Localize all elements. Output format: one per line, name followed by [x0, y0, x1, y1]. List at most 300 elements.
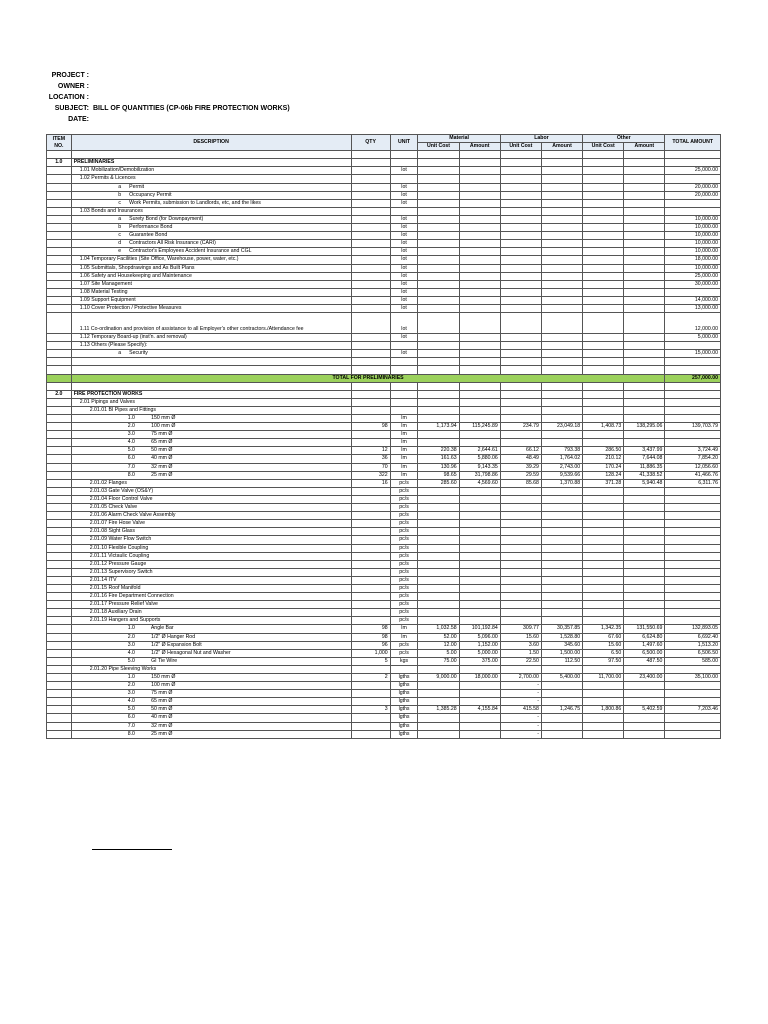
labor-unit-cost-cell: [500, 175, 541, 183]
other-unit-cost-cell: 210.12: [583, 455, 624, 463]
item-no-cell: [47, 313, 72, 334]
item-description: 25 mm Ø: [151, 730, 173, 737]
item-description: Safety and Housekeeping and Maintenance: [91, 272, 192, 279]
material-unit-cost-cell: 52.00: [418, 633, 459, 641]
unit-cell: lm: [390, 439, 418, 447]
table-row: [47, 552, 721, 560]
item-no-cell: [47, 601, 72, 609]
total-amount-cell: [665, 431, 721, 439]
labor-unit-cost-cell: [500, 342, 541, 350]
item-code: 1.10: [79, 304, 90, 311]
material-unit-cost-cell: [418, 406, 459, 414]
table-row: [47, 175, 721, 183]
unit-cell: pc/s: [390, 641, 418, 649]
other-amount-cell: [624, 593, 665, 601]
total-amount-cell: 30,000.00: [665, 280, 721, 288]
labor-amount-cell: 793.38: [541, 447, 582, 455]
qty-cell: [351, 334, 390, 342]
item-no-cell: [47, 730, 72, 738]
other-unit-cost-cell: [583, 495, 624, 503]
material-amount-cell: 375.00: [459, 657, 500, 665]
item-code: 2.01.06: [89, 512, 107, 519]
item-no-cell: [47, 504, 72, 512]
qty-cell: [351, 682, 390, 690]
item-code: 2.01.11: [89, 552, 107, 559]
item-description: 32 mm Ø: [151, 722, 173, 729]
description-cell: [71, 207, 351, 215]
material-unit-cost-cell: [418, 280, 459, 288]
other-unit-cost-cell: [583, 406, 624, 414]
description-cell: [71, 272, 351, 280]
other-amount-cell: [624, 714, 665, 722]
item-code: 2.0: [127, 682, 135, 689]
item-no-cell: [47, 296, 72, 304]
other-amount-cell: [624, 215, 665, 223]
item-code: 2.01.18: [89, 609, 107, 616]
table-row: [47, 649, 721, 657]
other-unit-cost-cell: [583, 175, 624, 183]
other-unit-cost-cell: [583, 288, 624, 296]
qty-cell: [351, 504, 390, 512]
empty-cell: [500, 151, 541, 159]
unit-cell: pc/s: [390, 649, 418, 657]
qty-cell: [351, 167, 390, 175]
table-row: [47, 463, 721, 471]
material-amount-cell: 31,798.86: [459, 471, 500, 479]
labor-unit-cost-cell: [500, 406, 541, 414]
item-description: Flexible Coupling: [108, 544, 149, 551]
labor-amount-cell: [541, 304, 582, 312]
total-amount-cell: [665, 207, 721, 215]
labor-amount-cell: [541, 698, 582, 706]
material-amount-cell: [459, 280, 500, 288]
underline-mark: [92, 849, 172, 850]
labor-unit-cost-cell: [500, 560, 541, 568]
labor-unit-cost-cell: 29.59: [500, 471, 541, 479]
material-unit-cost-cell: [418, 520, 459, 528]
unit-cell: lot: [390, 240, 418, 248]
item-no-cell: [47, 528, 72, 536]
labor-amount-cell: [541, 207, 582, 215]
total-label-cell: TOTAL FOR PRELIMINARIES: [71, 374, 665, 382]
item-code: 1.0: [127, 625, 135, 632]
qty-cell: [351, 280, 390, 288]
item-no-cell: [47, 191, 72, 199]
description-cell: [71, 232, 351, 240]
total-amount-cell: [665, 690, 721, 698]
item-no-cell: [47, 167, 72, 175]
labor-unit-cost-cell: [500, 495, 541, 503]
blank-row: [47, 151, 721, 159]
item-code: 1.04: [79, 256, 90, 263]
labor-unit-cost-cell: 85.68: [500, 479, 541, 487]
material-amount-cell: 4,569.60: [459, 479, 500, 487]
labor-amount-cell: [541, 552, 582, 560]
header-qty: QTY: [351, 135, 390, 151]
item-no-cell: [47, 625, 72, 633]
empty-cell: [459, 151, 500, 159]
item-no-cell: [47, 487, 72, 495]
qty-cell: [351, 520, 390, 528]
material-unit-cost-cell: [418, 487, 459, 495]
qty-cell: [351, 528, 390, 536]
labor-unit-cost-cell: 1.50: [500, 649, 541, 657]
material-unit-cost-cell: [418, 224, 459, 232]
item-description: Co-ordination and provision of assistance to all Employer's other contractors./Attendance fee: [90, 325, 304, 332]
other-unit-cost-cell: [583, 722, 624, 730]
labor-amount-cell: [541, 313, 582, 334]
item-description: Temporary Facilities (Site Office, Warehouse, power, water, etc.): [91, 256, 239, 263]
empty-cell: [500, 382, 541, 390]
total-amount-cell: [665, 406, 721, 414]
material-amount-cell: [459, 215, 500, 223]
other-amount-cell: [624, 207, 665, 215]
material-amount-cell: [459, 593, 500, 601]
description-cell: [71, 617, 351, 625]
other-unit-cost-cell: [583, 256, 624, 264]
item-description: Auxiliary Drain: [108, 609, 142, 616]
qty-cell: [351, 698, 390, 706]
table-row: [47, 207, 721, 215]
description-cell: [71, 406, 351, 414]
item-description: 150 mm Ø: [151, 674, 176, 680]
unit-cell: lgths: [390, 682, 418, 690]
other-unit-cost-cell: [583, 313, 624, 334]
item-code: c: [118, 232, 121, 239]
total-amount-cell: [665, 568, 721, 576]
material-amount-cell: [459, 698, 500, 706]
item-code: 6.0: [127, 455, 135, 462]
labor-unit-cost-cell: [500, 504, 541, 512]
empty-cell: [459, 366, 500, 374]
item-code: 2.01.12: [89, 560, 107, 567]
labor-amount-cell: 23,049.18: [541, 423, 582, 431]
other-unit-cost-cell: [583, 690, 624, 698]
labor-unit-cost-cell: [500, 280, 541, 288]
item-description: 65 mm Ø: [151, 439, 173, 446]
item-no-cell: [47, 447, 72, 455]
labor-unit-cost-cell: 415.58: [500, 706, 541, 714]
other-amount-cell: [624, 280, 665, 288]
item-code: 5.0: [127, 447, 135, 454]
description-cell: [71, 706, 351, 714]
item-no-cell: [47, 207, 72, 215]
labor-amount-cell: [541, 272, 582, 280]
other-amount-cell: 7,644.08: [624, 455, 665, 463]
total-amount-cell: 3,724.49: [665, 447, 721, 455]
item-description: Surety Bond (for Downpayment): [129, 215, 204, 222]
labor-amount-cell: [541, 191, 582, 199]
empty-cell: [351, 358, 390, 366]
empty-cell: [665, 358, 721, 366]
section-row: [47, 390, 721, 398]
other-amount-cell: [624, 415, 665, 423]
total-amount-cell: 10,000.00: [665, 224, 721, 232]
labor-unit-cost-cell: -: [500, 690, 541, 698]
material-amount-cell: [459, 224, 500, 232]
material-amount-cell: [459, 199, 500, 207]
unit-cell: lm: [390, 431, 418, 439]
item-no-cell: [47, 584, 72, 592]
material-unit-cost-cell: 5.00: [418, 649, 459, 657]
other-unit-cost-cell: [583, 248, 624, 256]
table-row: [47, 215, 721, 223]
other-unit-cost-cell: [583, 601, 624, 609]
item-code: 4.0: [127, 439, 135, 446]
empty-cell: [418, 358, 459, 366]
material-unit-cost-cell: [418, 342, 459, 350]
empty-cell: [71, 382, 351, 390]
item-no-cell: [47, 175, 72, 183]
item-code: b: [118, 191, 122, 198]
table-row: [47, 232, 721, 240]
other-unit-cost-cell: [583, 264, 624, 272]
labor-amount-cell: [541, 232, 582, 240]
item-description: Bonds and Insurances: [91, 207, 143, 214]
total-amount-cell: 7,854.20: [665, 455, 721, 463]
material-amount-cell: [459, 264, 500, 272]
empty-cell: [624, 159, 665, 167]
item-no-cell: [47, 722, 72, 730]
material-unit-cost-cell: [418, 272, 459, 280]
material-unit-cost-cell: [418, 439, 459, 447]
item-description: 1/2" Ø Hexagonal Nut and Washer: [151, 649, 231, 656]
item-code: 1.08: [79, 288, 90, 295]
unit-cell: lgths: [390, 730, 418, 738]
other-unit-cost-cell: [583, 617, 624, 625]
labor-unit-cost-cell: [500, 520, 541, 528]
material-amount-cell: [459, 207, 500, 215]
labor-amount-cell: [541, 617, 582, 625]
material-unit-cost-cell: 1,173.94: [418, 423, 459, 431]
labor-amount-cell: [541, 280, 582, 288]
material-unit-cost-cell: 98.65: [418, 471, 459, 479]
other-unit-cost-cell: 97.50: [583, 657, 624, 665]
unit-cell: lgths: [390, 698, 418, 706]
material-amount-cell: 5,000.00: [459, 649, 500, 657]
material-unit-cost-cell: 1,032.58: [418, 625, 459, 633]
item-no-cell: [47, 706, 72, 714]
item-code: 1.01: [79, 167, 90, 174]
labor-amount-cell: 1,500.00: [541, 649, 582, 657]
item-code: 2.01.13: [89, 568, 107, 575]
item-no-cell: [47, 471, 72, 479]
other-unit-cost-cell: [583, 544, 624, 552]
material-amount-cell: [459, 240, 500, 248]
labor-unit-cost-cell: [500, 593, 541, 601]
qty-cell: 98: [351, 423, 390, 431]
item-no-cell: [47, 641, 72, 649]
material-unit-cost-cell: [418, 682, 459, 690]
other-amount-cell: [624, 520, 665, 528]
description-cell: [71, 682, 351, 690]
description-cell: [71, 633, 351, 641]
header-material-amount: Amount: [459, 143, 500, 151]
other-amount-cell: 138,295.06: [624, 423, 665, 431]
qty-cell: [351, 690, 390, 698]
item-description: Others (Please Specify):: [91, 342, 148, 349]
labor-unit-cost-cell: 39.29: [500, 463, 541, 471]
unit-cell: lm: [390, 415, 418, 423]
unit-cell: pc/s: [390, 617, 418, 625]
item-no-cell: [47, 256, 72, 264]
other-unit-cost-cell: 15.60: [583, 641, 624, 649]
total-amount-cell: [665, 665, 721, 673]
qty-cell: [351, 191, 390, 199]
material-unit-cost-cell: [418, 584, 459, 592]
item-description: Support Equipment: [91, 296, 136, 303]
table-row: [47, 487, 721, 495]
empty-cell: [665, 390, 721, 398]
table-row: [47, 706, 721, 714]
item-no-cell: [47, 568, 72, 576]
labor-unit-cost-cell: 48.49: [500, 455, 541, 463]
empty-cell: [665, 366, 721, 374]
item-no-cell: [47, 593, 72, 601]
item-code: b: [118, 224, 122, 231]
other-amount-cell: [624, 264, 665, 272]
description-cell: [71, 455, 351, 463]
labor-amount-cell: [541, 487, 582, 495]
unit-cell: lot: [390, 232, 418, 240]
qty-cell: [351, 199, 390, 207]
qty-cell: 36: [351, 455, 390, 463]
description-cell: [71, 722, 351, 730]
header-total-amount: TOTAL AMOUNT: [665, 135, 721, 151]
item-description: Floor Control Valve: [108, 495, 153, 502]
other-unit-cost-cell: [583, 304, 624, 312]
total-amount-cell: 18,000.00: [665, 256, 721, 264]
item-description: 40 mm Ø: [151, 455, 173, 462]
empty-cell: [47, 382, 72, 390]
other-amount-cell: [624, 609, 665, 617]
other-amount-cell: [624, 560, 665, 568]
unit-cell: lgths: [390, 674, 418, 682]
description-cell: [71, 593, 351, 601]
other-amount-cell: 131,550.69: [624, 625, 665, 633]
total-amount-cell: [665, 495, 721, 503]
other-amount-cell: 5,402.59: [624, 706, 665, 714]
labor-unit-cost-cell: [500, 528, 541, 536]
material-amount-cell: [459, 730, 500, 738]
qty-cell: [351, 560, 390, 568]
empty-cell: [665, 382, 721, 390]
item-description: 40 mm Ø: [151, 714, 173, 721]
labor-amount-cell: 112.50: [541, 657, 582, 665]
material-amount-cell: [459, 617, 500, 625]
material-amount-cell: [459, 609, 500, 617]
item-code: 2.01.07: [89, 520, 107, 527]
unit-cell: lot: [390, 296, 418, 304]
material-unit-cost-cell: [418, 690, 459, 698]
item-no-cell: [47, 609, 72, 617]
labor-unit-cost-cell: -: [500, 730, 541, 738]
description-cell: [71, 313, 351, 334]
item-description: 25 mm Ø: [151, 471, 173, 478]
table-body: [47, 151, 721, 739]
empty-cell: [583, 151, 624, 159]
labor-amount-cell: [541, 264, 582, 272]
total-amount-cell: [665, 552, 721, 560]
labor-amount-cell: [541, 406, 582, 414]
description-cell: [71, 544, 351, 552]
item-code: 2.01.08: [89, 528, 107, 535]
material-unit-cost-cell: [418, 191, 459, 199]
material-amount-cell: [459, 167, 500, 175]
empty-cell: [418, 382, 459, 390]
description-cell: [71, 431, 351, 439]
description-cell: [71, 471, 351, 479]
unit-cell: lot: [390, 264, 418, 272]
owner-label: OWNER :: [57, 83, 89, 90]
material-unit-cost-cell: [418, 199, 459, 207]
qty-cell: [351, 313, 390, 334]
empty-cell: [390, 159, 418, 167]
labor-unit-cost-cell: [500, 296, 541, 304]
other-unit-cost-cell: [583, 415, 624, 423]
material-amount-cell: 115,245.89: [459, 423, 500, 431]
table-row: [47, 528, 721, 536]
item-code: 8.0: [127, 471, 135, 478]
other-amount-cell: [624, 175, 665, 183]
qty-cell: [351, 240, 390, 248]
item-code: 1.0: [127, 674, 135, 680]
table-row: [47, 288, 721, 296]
total-amount-cell: [665, 617, 721, 625]
total-amount-cell: 6,311.76: [665, 479, 721, 487]
qty-cell: [351, 730, 390, 738]
other-amount-cell: [624, 512, 665, 520]
labor-amount-cell: [541, 240, 582, 248]
other-unit-cost-cell: [583, 698, 624, 706]
description-cell: [71, 296, 351, 304]
description-cell: [71, 730, 351, 738]
item-code: 1.0: [127, 415, 135, 421]
other-unit-cost-cell: [583, 609, 624, 617]
labor-amount-cell: [541, 398, 582, 406]
other-unit-cost-cell: [583, 240, 624, 248]
qty-cell: [351, 617, 390, 625]
other-amount-cell: [624, 350, 665, 358]
unit-cell: pc/s: [390, 584, 418, 592]
labor-unit-cost-cell: 309.77: [500, 625, 541, 633]
description-cell: [71, 256, 351, 264]
table-row: [47, 431, 721, 439]
empty-cell: [624, 151, 665, 159]
item-code: 2.0: [127, 423, 135, 430]
total-amount-cell: [665, 520, 721, 528]
material-amount-cell: [459, 682, 500, 690]
other-amount-cell: [624, 722, 665, 730]
description-cell: [71, 199, 351, 207]
item-description: Supervisory Switch: [108, 568, 153, 575]
other-unit-cost-cell: 1,408.73: [583, 423, 624, 431]
unit-cell: [390, 406, 418, 414]
unit-cell: [390, 342, 418, 350]
labor-amount-cell: [541, 439, 582, 447]
item-no-cell: [47, 512, 72, 520]
table-row: [47, 296, 721, 304]
material-amount-cell: [459, 576, 500, 584]
unit-cell: lot: [390, 183, 418, 191]
other-amount-cell: [624, 487, 665, 495]
empty-cell: [459, 382, 500, 390]
other-unit-cost-cell: [583, 296, 624, 304]
other-amount-cell: [624, 617, 665, 625]
other-unit-cost-cell: [583, 593, 624, 601]
table-row: [47, 272, 721, 280]
empty-cell: [351, 366, 390, 374]
